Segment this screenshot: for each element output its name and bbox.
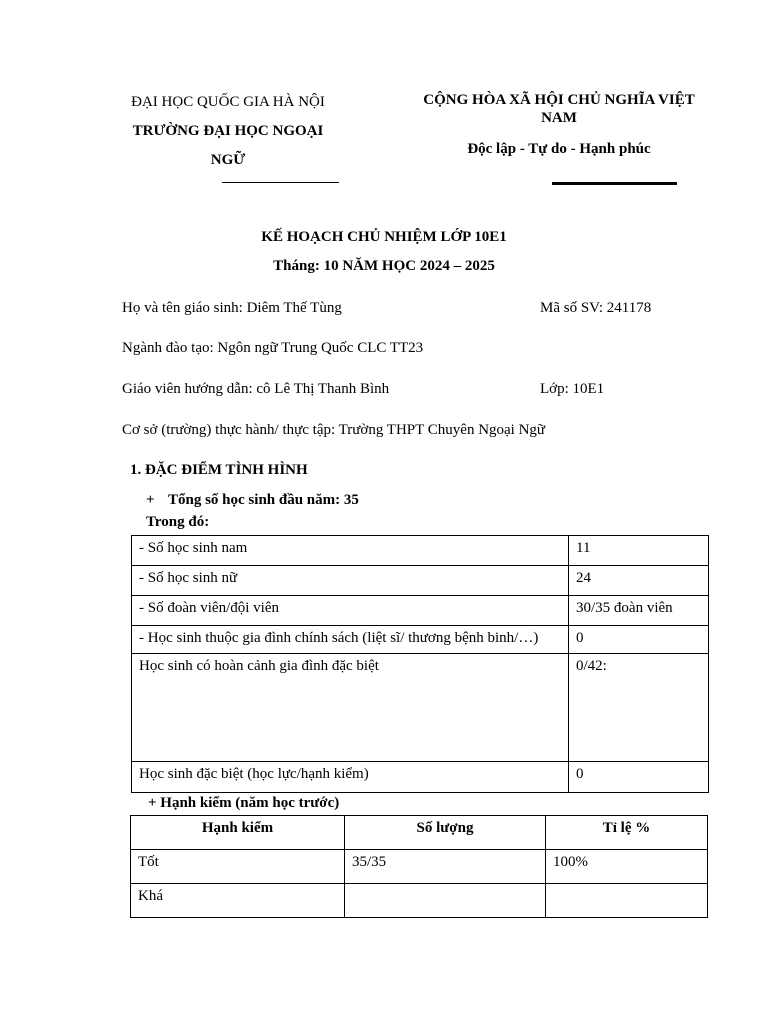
- table-header-row: [131, 816, 708, 850]
- trong-do-label: Trong đó:: [146, 514, 210, 530]
- stats-table: [131, 535, 709, 793]
- university-name: ĐẠI HỌC QUỐC GIA HÀ NỘI: [131, 94, 325, 110]
- stats-value: 30/35 đoàn viên: [569, 596, 709, 626]
- school-name-line1: TRƯỜNG ĐẠI HỌC NGOẠI: [132, 123, 324, 139]
- table-row: [132, 596, 709, 626]
- total-students: Tổng số học sinh đầu năm: 35: [168, 492, 359, 508]
- conduct-percent: [546, 884, 708, 918]
- document-subtitle: Tháng: 10 NĂM HỌC 2024 – 2025: [273, 258, 495, 274]
- stats-value: 0: [569, 762, 709, 793]
- right-header-underline: [552, 182, 677, 185]
- column-header: Hạnh kiểm: [131, 816, 345, 850]
- conduct-count: [345, 884, 546, 918]
- table-row: [132, 626, 709, 654]
- conduct-type: Khá: [131, 884, 345, 918]
- stats-label: - Số học sinh nam: [132, 536, 569, 566]
- column-header: Tỉ lệ %: [546, 816, 708, 850]
- stats-label: - Học sinh thuộc gia đình chính sách (liệt sĩ/ thương bệnh binh/…): [132, 626, 569, 654]
- major: Ngành đào tạo: Ngôn ngữ Trung Quốc CLC TT23: [122, 340, 424, 356]
- conduct-heading: + Hạnh kiểm (năm học trước): [148, 795, 340, 811]
- table-row: [132, 654, 709, 762]
- student-id: Mã số SV: 241178: [540, 300, 652, 316]
- nation-name-line1: CỘNG HÒA XÃ HỘI CHỦ NGHĨA VIỆT: [423, 92, 695, 108]
- conduct-percent: 100%: [546, 850, 708, 884]
- conduct-count: 35/35: [345, 850, 546, 884]
- nation-name-line2: NAM: [541, 110, 577, 126]
- document-title: KẾ HOẠCH CHỦ NHIỆM LỚP 10E1: [261, 229, 507, 245]
- table-row: [132, 762, 709, 793]
- total-bullet: +: [146, 492, 155, 508]
- stats-label: - Số đoàn viên/đội viên: [132, 596, 569, 626]
- stats-value: 24: [569, 566, 709, 596]
- practice-school: Cơ sở (trường) thực hành/ thực tập: Trường THPT Chuyên Ngoại Ngữ: [122, 422, 546, 438]
- table-row: [131, 884, 708, 918]
- school-name-line2: NGỮ: [210, 152, 246, 168]
- student-name: Họ và tên giáo sinh: Diêm Thế Tùng: [122, 300, 342, 316]
- left-header-underline: [222, 182, 339, 183]
- stats-label: Học sinh có hoàn cảnh gia đình đặc biệt: [132, 654, 569, 762]
- conduct-type: Tốt: [131, 850, 345, 884]
- supervisor: Giáo viên hướng dẫn: cô Lê Thị Thanh Bình: [122, 381, 390, 397]
- stats-value: 0/42:: [569, 654, 709, 762]
- stats-value: 0: [569, 626, 709, 654]
- class-name: Lớp: 10E1: [540, 381, 605, 397]
- conduct-table: [130, 815, 708, 918]
- table-row: [132, 536, 709, 566]
- stats-label: - Số học sinh nữ: [132, 566, 569, 596]
- national-motto: Độc lập - Tự do - Hạnh phúc: [467, 141, 651, 157]
- stats-label: Học sinh đặc biệt (học lực/hạnh kiểm): [132, 762, 569, 793]
- stats-value: 11: [569, 536, 709, 566]
- section-heading: 1. ĐẶC ĐIỂM TÌNH HÌNH: [130, 462, 308, 478]
- table-row: [132, 566, 709, 596]
- table-row: [131, 850, 708, 884]
- column-header: Số lượng: [345, 816, 546, 850]
